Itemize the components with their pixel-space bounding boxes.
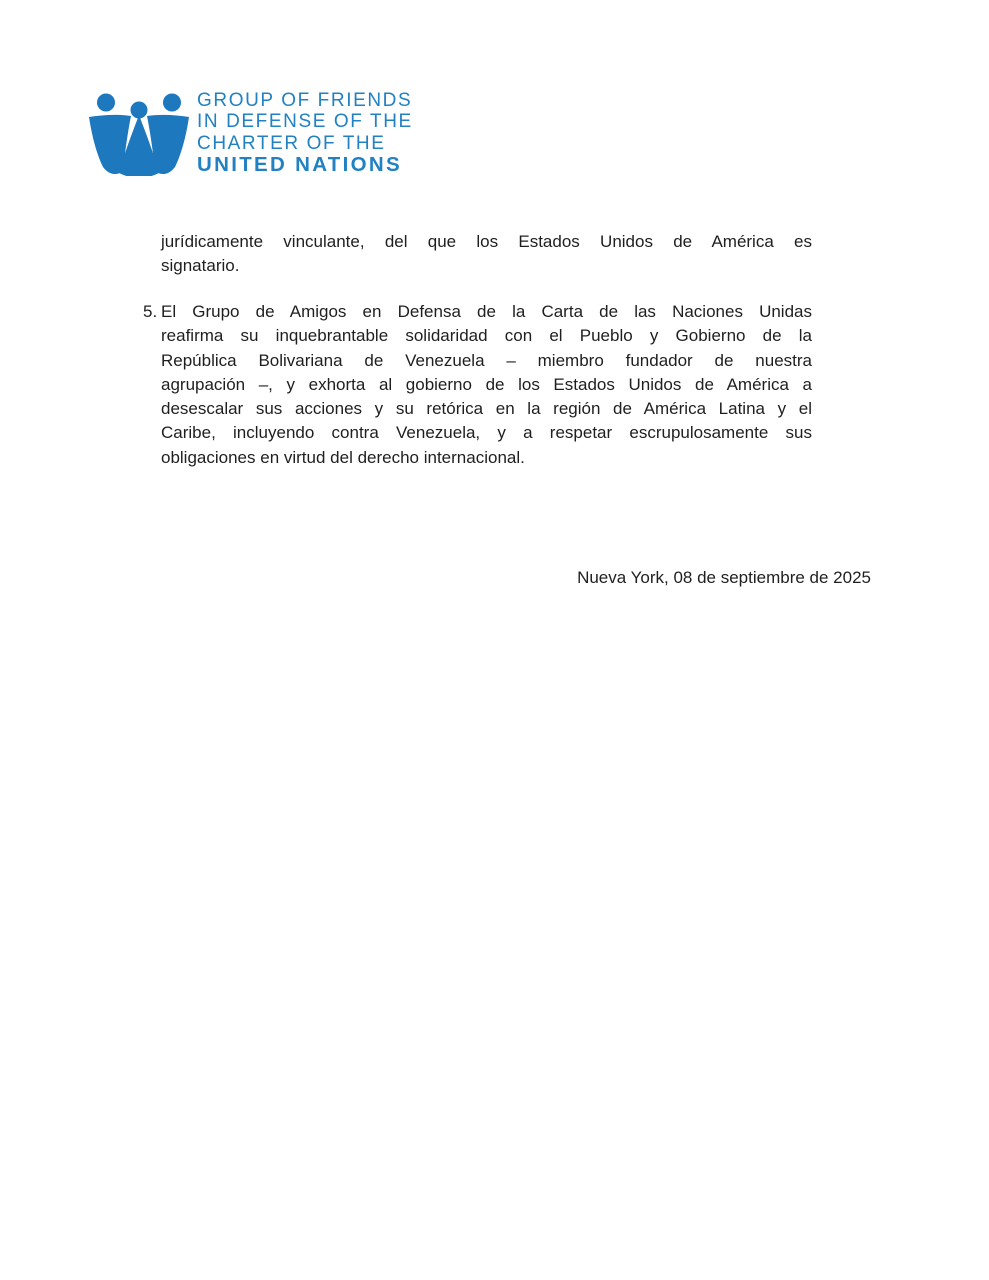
paragraph-continuation	[161, 230, 812, 279]
org-name-line-3: CHARTER OF THE	[197, 132, 386, 154]
text-line: República Bolivariana de Venezuela – miembro fundador de nuestra	[161, 350, 812, 370]
org-name	[197, 90, 413, 176]
text-line: desescalar sus acciones y su retórica en la región de América Latina y el	[161, 399, 812, 419]
list-item-5	[143, 300, 812, 470]
dateline: Nueva York, 08 de septiembre de 2025	[577, 568, 871, 587]
list-item-text	[161, 300, 812, 470]
org-name-line-1: GROUP OF FRIENDS	[197, 90, 413, 111]
text-line: reafirma su inquebrantable solidaridad con el Pueblo y Gobierno de la	[161, 326, 812, 346]
org-name-line-2: IN DEFENSE OF THE	[197, 111, 413, 133]
text-line: jurídicamente vinculante, del que los Estados Unidos de América es	[161, 232, 812, 251]
logo-right-head	[163, 94, 181, 112]
org-name-line-4: UNITED NATIONS	[197, 153, 402, 177]
text-line: obligaciones en virtud del derecho internacional.	[161, 447, 525, 467]
text-line: agrupación –, y exhorta al gobierno de los Estados Unidos de América a	[161, 374, 812, 394]
group-of-friends-logo-icon	[89, 93, 189, 176]
logo-left-head	[97, 94, 115, 112]
text-line: Caribe, incluyendo contra Venezuela, y a respetar escrupulosamente sus	[161, 423, 812, 443]
text-line: signatario.	[161, 256, 240, 276]
list-item-number: 5.	[143, 302, 158, 321]
text-line: El Grupo de Amigos en Defensa de la Carta de las Naciones Unidas	[161, 302, 812, 321]
